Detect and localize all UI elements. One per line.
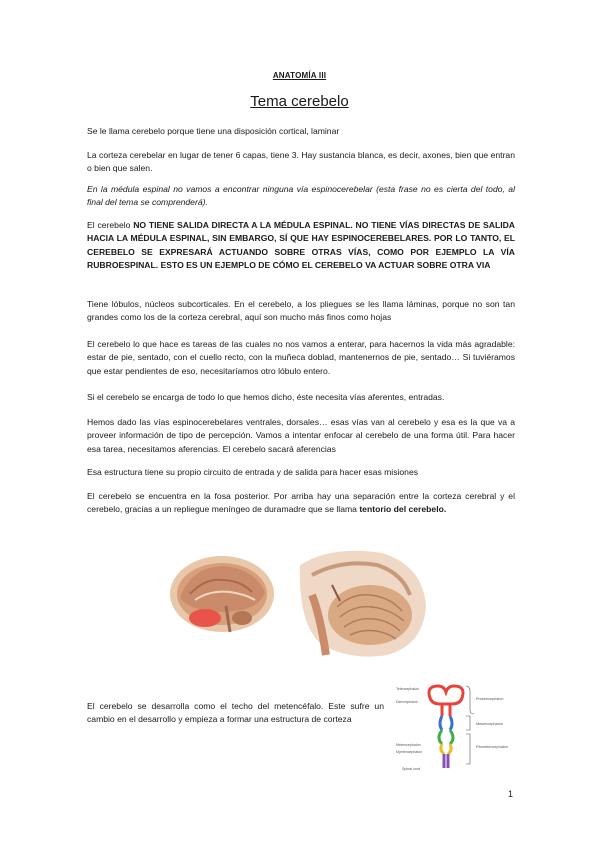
paragraph-2: La corteza cerebelar en lugar de tener 6 capas, tiene 3. Hay sustancia blanca, es decir, axones, bien que entran o bien que salen. (87, 150, 515, 174)
label-myelencephalon: Myelencephalon (396, 750, 423, 754)
paragraph-3: En la médula espinal no vamos a encontrar ninguna vía espinocerebelar (esta frase no es cierta del todo, al final del tema se comprenderá). (87, 184, 515, 208)
paragraph-5: Tiene lóbulos, núcleos subcorticales. En el cerebelo, a los pliegues se les llama láminas, porque no son tan grandes como los de la corteza cerebral, aquí son mucho más finos como hojas (87, 299, 515, 323)
label-mesencephalon: Mesencephalon (476, 722, 503, 726)
paragraph-10-lead: El cerebelo se encuentra en la fosa posterior. Por arriba hay una separación entre la corteza cerebral y el cerebelo, gracias a un repliegue meníngeo de duramadre que se llama (87, 491, 515, 515)
page-number: 1 (508, 789, 514, 799)
label-prosencephalon: Prosencephalon (476, 697, 504, 701)
paragraph-8: Hemos dado las vías espinocerebelares ventrales, dorsales… esas vías van al cerebelo y esa es la que va a proveer información de tipo de percepción. Vamos a intentar enfocar al cerebelo de una forma útil. Para hacer esa tarea, necesitamos aferencias. El cerebelo sacará aferencias (87, 417, 515, 454)
paragraph-4-lead: El cerebelo (87, 220, 134, 230)
paragraph-4 (87, 219, 515, 273)
brain-sagittal-image (160, 548, 280, 638)
label-metencephalon: Metencephalon (396, 743, 421, 747)
page-title: Tema cerebelo (250, 93, 349, 110)
paragraph-10-bold: tentorio del cerebelo. (359, 504, 447, 515)
paragraph-9: Esa estructura tiene su propio circuito de entrada y de salida para hacer esas misiones (87, 467, 419, 477)
label-diencephalon: Diencephalon (396, 700, 418, 704)
label-spinal-cord: Spinal cord (402, 767, 420, 771)
brain-vesicles-diagram (392, 682, 517, 774)
paragraph-6: El cerebelo lo que hace es tareas de las cuales no nos vamos a enterar, para hacernos la vida más agradable: estar de pie, sentado, con el cuello recto, con la muñeca doblad, mantenernos de pie, sentado… Si tuviéramos que estar pendientes de eso, necesitaríamos otro lóbulo entero. (87, 339, 515, 376)
course-heading: ANATOMÍA III (272, 71, 327, 80)
paragraph-7: Si el cerebelo se encarga de todo lo que hemos dicho, éste necesita vías aferentes, entradas. (87, 392, 445, 402)
label-rhombencephalon: Rhombencephalon (476, 745, 508, 749)
paragraph-1: Se le llama cerebelo porque tiene una disposición cortical, laminar (87, 126, 340, 136)
paragraph-4-bold: NO TIENE SALIDA DIRECTA A LA MÉDULA ESPINAL. NO TIENE VÍAS DIRECTAS DE SALIDA HACIA LA MÉDULA ESPINAL, SIN EMBARGO, SÍ QUE HAY ESPINOCEREBELARES. POR LO TANTO, EL CEREBELO SE EXPRESARÁ ACTUANDO SOBRE OTRAS VÍAS, COMO POR EJEMPLO LA VÍA RUBROESPINAL. ESTO ES UN EJEMPLO DE CÓMO EL CEREBELO VA ACTUAR SOBRE OTRA VIA (87, 220, 515, 271)
label-telencephalon: Telencephalon (396, 687, 420, 691)
paragraph-10 (87, 490, 515, 517)
paragraph-11: El cerebelo se desarrolla como el techo del metencéfalo. Este sufre un cambio en el desarrollo y empieza a formar una estructura de corteza (87, 701, 384, 725)
cerebellum-section-image (292, 545, 432, 660)
